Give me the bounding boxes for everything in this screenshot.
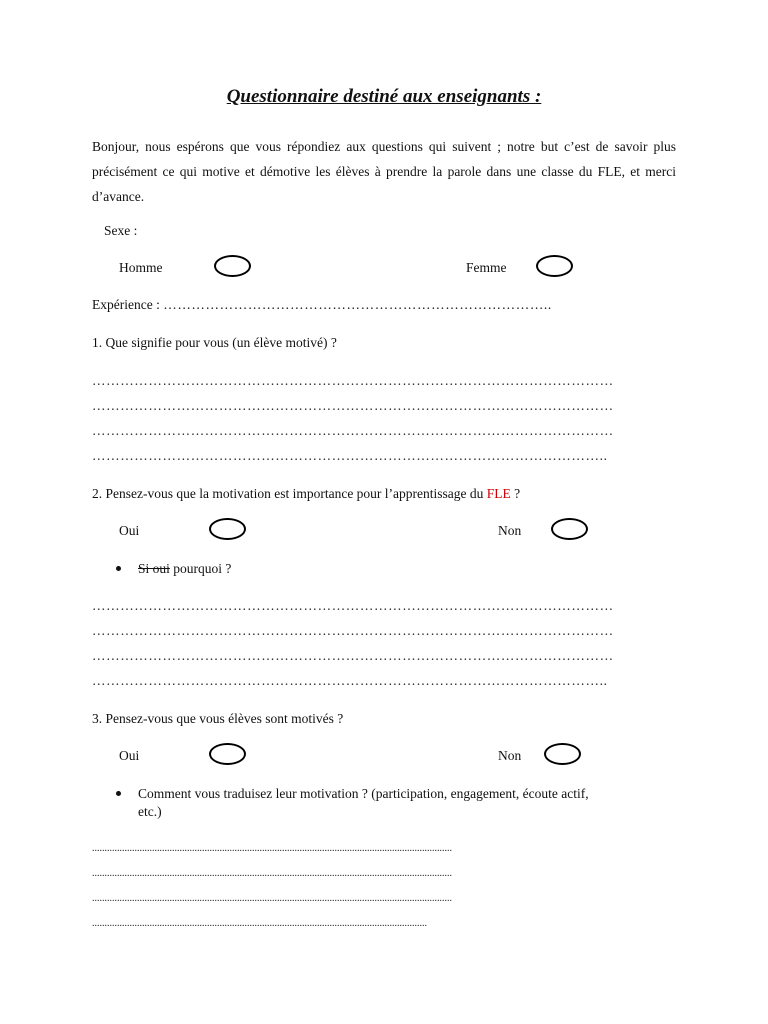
q2-followup-text: pourquoi ?	[173, 561, 232, 576]
intro-paragraph: Bonjour, nous espérons que vous répondiez aux questions qui suivent ; notre but c’est de savoir plus précisément ce qui motive et démotive les élèves à prendre la parole dans une classe du FLE, et merci d’avance.	[92, 139, 676, 204]
question-2-text: 2. Pensez-vous que la motivation est importance pour l’apprentissage du	[92, 486, 484, 501]
sexe-label: Sexe :	[104, 223, 138, 238]
q3-answer-line[interactable]: ................................................................................................................................................	[92, 868, 452, 879]
fle-highlight: FLE	[486, 486, 511, 501]
q2-answer-line[interactable]: ………………………………………………………………………………………………..	[92, 674, 608, 688]
femme-checkbox[interactable]	[536, 255, 573, 277]
q3-followup-line1: Comment vous traduisez leur motivation ? (participation, engagement, écoute actif,	[138, 786, 589, 801]
question-3: 3. Pensez-vous que vous élèves sont motivés ?	[92, 711, 344, 726]
homme-checkbox[interactable]	[214, 255, 251, 277]
experience-row	[92, 297, 552, 313]
q2-oui-checkbox[interactable]	[209, 518, 246, 540]
experience-answer-line[interactable]: ………………………………………………………………………..	[163, 297, 552, 312]
q2-non-label: Non	[498, 523, 522, 538]
q1-answer-line[interactable]: …………………………………………………………………………………………………	[92, 399, 614, 413]
page-title: Questionnaire destiné aux enseignants :	[226, 86, 542, 107]
q1-answer-line[interactable]: …………………………………………………………………………………………………	[92, 424, 614, 438]
q2-answer-line[interactable]: …………………………………………………………………………………………………	[92, 649, 614, 663]
q3-answer-line[interactable]: ................................................................................................................................................	[92, 843, 452, 854]
question-1: 1. Que signifie pour vous (un élève motivé) ?	[92, 335, 337, 350]
q3-answer-line[interactable]: ................................................................................................................................................	[92, 893, 452, 904]
q2-followup	[138, 561, 231, 577]
bullet-icon	[116, 791, 121, 796]
q3-answer-line[interactable]: ......................................................................................................................................	[92, 918, 427, 929]
bullet-icon	[116, 566, 121, 571]
q3-oui-label: Oui	[119, 748, 140, 763]
q3-non-label: Non	[498, 748, 522, 763]
question-2	[92, 486, 520, 502]
question-2-mark: ?	[514, 486, 521, 501]
homme-label: Homme	[119, 260, 163, 275]
q2-oui-label: Oui	[119, 523, 140, 538]
q3-non-checkbox[interactable]	[544, 743, 581, 765]
femme-label: Femme	[466, 260, 507, 275]
q1-answer-line[interactable]: ………………………………………………………………………………………………..	[92, 449, 608, 463]
q2-answer-line[interactable]: …………………………………………………………………………………………………	[92, 599, 614, 613]
q3-followup-line2: etc.)	[138, 804, 162, 819]
q2-followup-struck: Si oui	[138, 561, 170, 576]
q1-answer-line[interactable]: …………………………………………………………………………………………………	[92, 374, 614, 388]
q2-non-checkbox[interactable]	[551, 518, 588, 540]
q2-answer-line[interactable]: …………………………………………………………………………………………………	[92, 624, 614, 638]
q3-oui-checkbox[interactable]	[209, 743, 246, 765]
experience-label: Expérience :	[92, 297, 160, 312]
